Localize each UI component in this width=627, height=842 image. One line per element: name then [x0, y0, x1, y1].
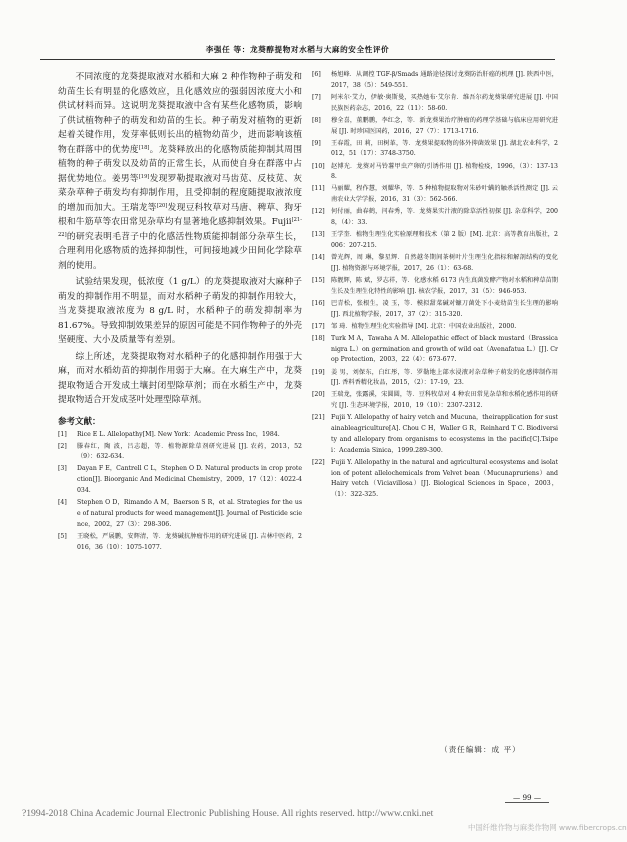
- reference-number: [15]: [312, 277, 325, 285]
- reference-item: [312, 413, 558, 456]
- reference-text: 马丽耀，程作慧，刘耀华，等．5 种植物提取物对朱砂叶螨的触杀活性测定 [J]. 云南农业大学学报，2016，31（3）：562-566.: [331, 185, 558, 204]
- reference-text: 邹 琦．植物生理生化实验指导 [M]. 北京：中国农业出版社，2000.: [331, 322, 517, 330]
- reference-text: Turk M A，Tawaha A M. Allelopathic effect of black mustard（Brassica nigra L.）on germination and growth of wild oat（Avenafatua L.）[J]. Crop Protection，2003，22（4）：673-677.: [331, 334, 558, 364]
- reference-number: [3]: [58, 465, 67, 473]
- reference-text: Stephen O D，Rimando A M，Baerson S R，et al. Strategies for the use of natural products for weed management[J]. Journal of Pesticide science，2002，27（3）：298-306.: [77, 499, 302, 528]
- reference-text: 杨旭峰．从调控 TGF-β/Smads 通路途径探讨龙葵防治肝癌的机理 [J]. 陕西中医，2017，38（5）：549-551.: [331, 71, 558, 89]
- copyright-footer: ?1994-2018 China Academic Journal Electronic Publishing House. All rights reserved. http://www.cnki.net: [22, 808, 434, 819]
- reference-text: 姜 男，刘保东，白红彤，等．罗勒地上部水浸液对杂草种子萌发的化感抑制作用 [J]. 香料香精化妆品，2015，（2）：17-19，23.: [331, 368, 558, 387]
- reference-text: Fujii Y. Allelopathy of hairy vetch and Mucuna，theirapplication for sustainableagriculture[A]. Chou C H，Waller G R，Reinhard T C. Biodiversity and allelopary from organisms to ecosystems in the pacific[C].Tsipei：Academia Sinica，1999.289-300.: [331, 414, 558, 454]
- para1-text-d: 发现豆科牧草对马唐、稗草、狗牙根和牛筋草等农田常见杂草均有显著地化感抑制效果。Fujii: [58, 202, 303, 227]
- reference-item: [312, 390, 558, 412]
- right-column: [312, 70, 558, 502]
- reference-number: [5]: [58, 532, 67, 540]
- reference-text: 王瑞龙，张露溪，宋圆圆，等．豆科牧草对 4 种农田常见杂草和水稻化感作用的研究 [J]. 生态环境学报，2010，19（10）：2307-2312.: [331, 391, 558, 410]
- reference-number: [13]: [312, 231, 325, 239]
- reference-text: Dayan F E，Cantrell C L，Stephen O D. Natural products in crop protection[J]. Bioorganic And Medicinal Chemistry，2009，17（12）：4022-4034.: [77, 465, 302, 495]
- reference-text: 何付丽，曲春鹤，闫春秀，等．龙葵果实汁液的除草活性初探 [J]. 杂草科学，2008，（4）：33.: [331, 208, 558, 227]
- reference-number: [10]: [312, 162, 325, 170]
- reference-number: [11]: [312, 185, 325, 193]
- reference-item: [312, 322, 558, 333]
- reference-item: [312, 230, 558, 252]
- reference-item: [58, 464, 302, 496]
- reference-number: [4]: [58, 499, 67, 507]
- reference-number: [18]: [312, 334, 325, 342]
- reference-text: 曾光辉，周 琳，黎星辉．自然越冬期间茶树叶片生理生化指标和解剖结构的变化 [J]. 植物资源与环境学报，2017，26（1）：63-68.: [331, 254, 558, 272]
- reference-number: [21]: [312, 414, 325, 422]
- reference-item: [312, 93, 558, 115]
- reference-number: [8]: [312, 116, 321, 124]
- references-list-left: [58, 430, 302, 554]
- reference-item: [58, 442, 302, 464]
- paragraph-1: [58, 70, 302, 273]
- page-number: — 99 —: [505, 793, 549, 803]
- references-list-right: [312, 70, 558, 501]
- reference-item: [312, 70, 558, 92]
- reference-number: [2]: [58, 442, 67, 450]
- references-heading: 参考文献：: [58, 416, 101, 427]
- reference-text: 滕春红，陶 波，吕志超，等．植物源除草剂研究进展 [J]. 农药，2013，52（9）：632-634.: [77, 442, 302, 461]
- reference-number: [9]: [312, 139, 321, 147]
- reference-number: [1]: [58, 430, 67, 438]
- reference-item: [312, 253, 558, 275]
- reference-number: [16]: [312, 299, 325, 307]
- reference-number: [20]: [312, 391, 325, 399]
- paragraph-2: 试验结果发现，低浓度（1 g/L）的龙葵提取液对大麻种子萌发的抑制作用不明显，而对水稻种子萌发的抑制作用较大，当龙葵提取液浓度为 8 g/L 时，水稻种子的萌发抑制率为 81.67%。导致抑制效果差异的原因可能是不同作物种子的外壳坚硬度、大小及质量等有差别。: [58, 277, 302, 345]
- reference-text: Fujii Y. Allelopathy in the natural and agricultural ecosystems and isolation of potent allelochemicals from Velvet bean（Mucunapruriens）and Hairy vetch（Viciavillosa）[J]. Biological Sciences in Space，2003，（1）：322-325.: [331, 458, 558, 499]
- reference-text: 巴青松，张根生，凌 玉，等．模拟甜菜碱对镰刀菌处下小麦幼苗生长生理的影响 [J]. 西北植物学报，2017，37（2）：315-320.: [331, 299, 558, 318]
- reference-item: [312, 162, 558, 184]
- reference-text: 陈靓辉，陈 斌，罗志祥，等．化感水稻 6173 内生真菌发酵产物对水稻和稗草苗期生长及生理生化特性的影响 [J]. 核农学报，2017，31（5）：946-953.: [331, 277, 558, 295]
- reference-text: 赵博光．龙葵对马铃薯甲虫产卵的引诱作用 [J]. 植物检疫，1996，（3）：137-138.: [331, 162, 558, 181]
- para1-text-b: 。龙葵释放出的化感物质能抑制其周围植物的种子萌发以及幼苗的正常生长，从而使自身在群落中占据优势地位。姜男等: [58, 144, 303, 184]
- reference-number: [17]: [312, 322, 325, 330]
- reference-item: [312, 207, 558, 229]
- responsible-editor: （责任编辑：成 平）: [440, 745, 521, 754]
- citation-20: [20]: [156, 202, 168, 209]
- para1-text-e: 的研究表明毛苕子中的化感活性物质能抑制部分杂草生长，合理利用化感物质的选择抑制性，可间接地减少田间化学除草剂的使用。: [58, 231, 302, 271]
- reference-item: [312, 299, 558, 321]
- citation-19: [19]: [138, 173, 150, 180]
- running-header: [40, 40, 555, 60]
- reference-text: 王学奎．植物生理生化实验原理和技术（第 2 版）[M]. 北京：高等教育出版社，2006：207-215.: [331, 231, 558, 250]
- reference-item: [312, 276, 558, 298]
- reference-item: [58, 430, 302, 441]
- site-watermark: 中国纤维作物与麻类作物网 www.fibercrops.cn: [468, 823, 627, 832]
- reference-number: [14]: [312, 254, 325, 262]
- reference-item: [312, 334, 558, 366]
- reference-number: [22]: [312, 458, 325, 466]
- citation-18: [18]: [138, 144, 150, 151]
- reference-item: [58, 498, 302, 530]
- running-title: 李强任 等：龙葵醇提物对水稻与大麻的安全性评价: [205, 45, 390, 54]
- reference-text: 穆全喜，董鹏鹏，李红念，等．新龙葵果治疗肿瘤的药理学基础与临床应用研究进展 [J]. 时珍国医国药，2016，27（7）：1713-1716.: [331, 116, 558, 135]
- reference-text: 阿米尔·艾力，伊敏·奥斯曼，买热她布·艾尔肯．维吾尔药龙葵果研究进展 [J]. 中国民族医药杂志，2016，22（11）：58-60.: [331, 93, 558, 112]
- left-column: [58, 70, 302, 555]
- reference-number: [19]: [312, 368, 325, 376]
- reference-text: 王春霞，田 莉，田树革，等．龙葵果提取物的体外抑菌效果 [J]. 湖北农业科学，2012，51（17）：3748-3750.: [331, 139, 558, 158]
- reference-item: [312, 184, 558, 206]
- reference-number: [7]: [312, 93, 321, 101]
- reference-text: Rice E L. Allelopathy[M]. New York：Academic Press Inc，1984.: [77, 430, 280, 438]
- paragraph-3: 综上所述，龙葵提取物对水稻种子的化感抑制作用强于大麻，而对水稻幼苗的抑制作用弱于大麻。在大麻生产中，龙葵提取物适合开发成土壤封闭型除草剂；而在水稻生产中，龙葵提取物适合开发成茎叶处理型除草剂。: [58, 351, 302, 405]
- reference-item: [58, 532, 302, 554]
- reference-number: [12]: [312, 208, 325, 216]
- reference-item: [312, 368, 558, 390]
- citation-21-22: [21-22]: [58, 217, 302, 238]
- reference-item: [312, 139, 558, 161]
- reference-number: [6]: [312, 71, 321, 78]
- reference-item: [312, 116, 558, 138]
- reference-item: [312, 458, 558, 501]
- reference-text: 王晓松，严展鹏，安辉清，等．龙葵碱抗肿瘤作用的研究进展 [J]. 吉林中医药，2016，36（10）：1075-1077.: [77, 532, 302, 551]
- para1-text-c: 发现罗勒提取液对马齿苋、反枝苋、灰菜杂草种子萌发均有抑制作用，且受抑制的程度随提取液浓度的增加而加大。王瑞龙等: [58, 173, 303, 213]
- para1-text-a: 不同浓度的龙葵提取液对水稻和大麻 2 种作物种子萌发和幼苗生长有明显的化感效应，且化感效应的强弱因浓度大小和供试材料而异。这说明龙葵提取液中含有某些化感物质，影响了供试植物种子的萌发和幼苗的生长。种子萌发对植物的更新起着关键作用，发芽率低则长出的植物幼苗少，进而影响该植物在群落中的优势度: [58, 72, 302, 155]
